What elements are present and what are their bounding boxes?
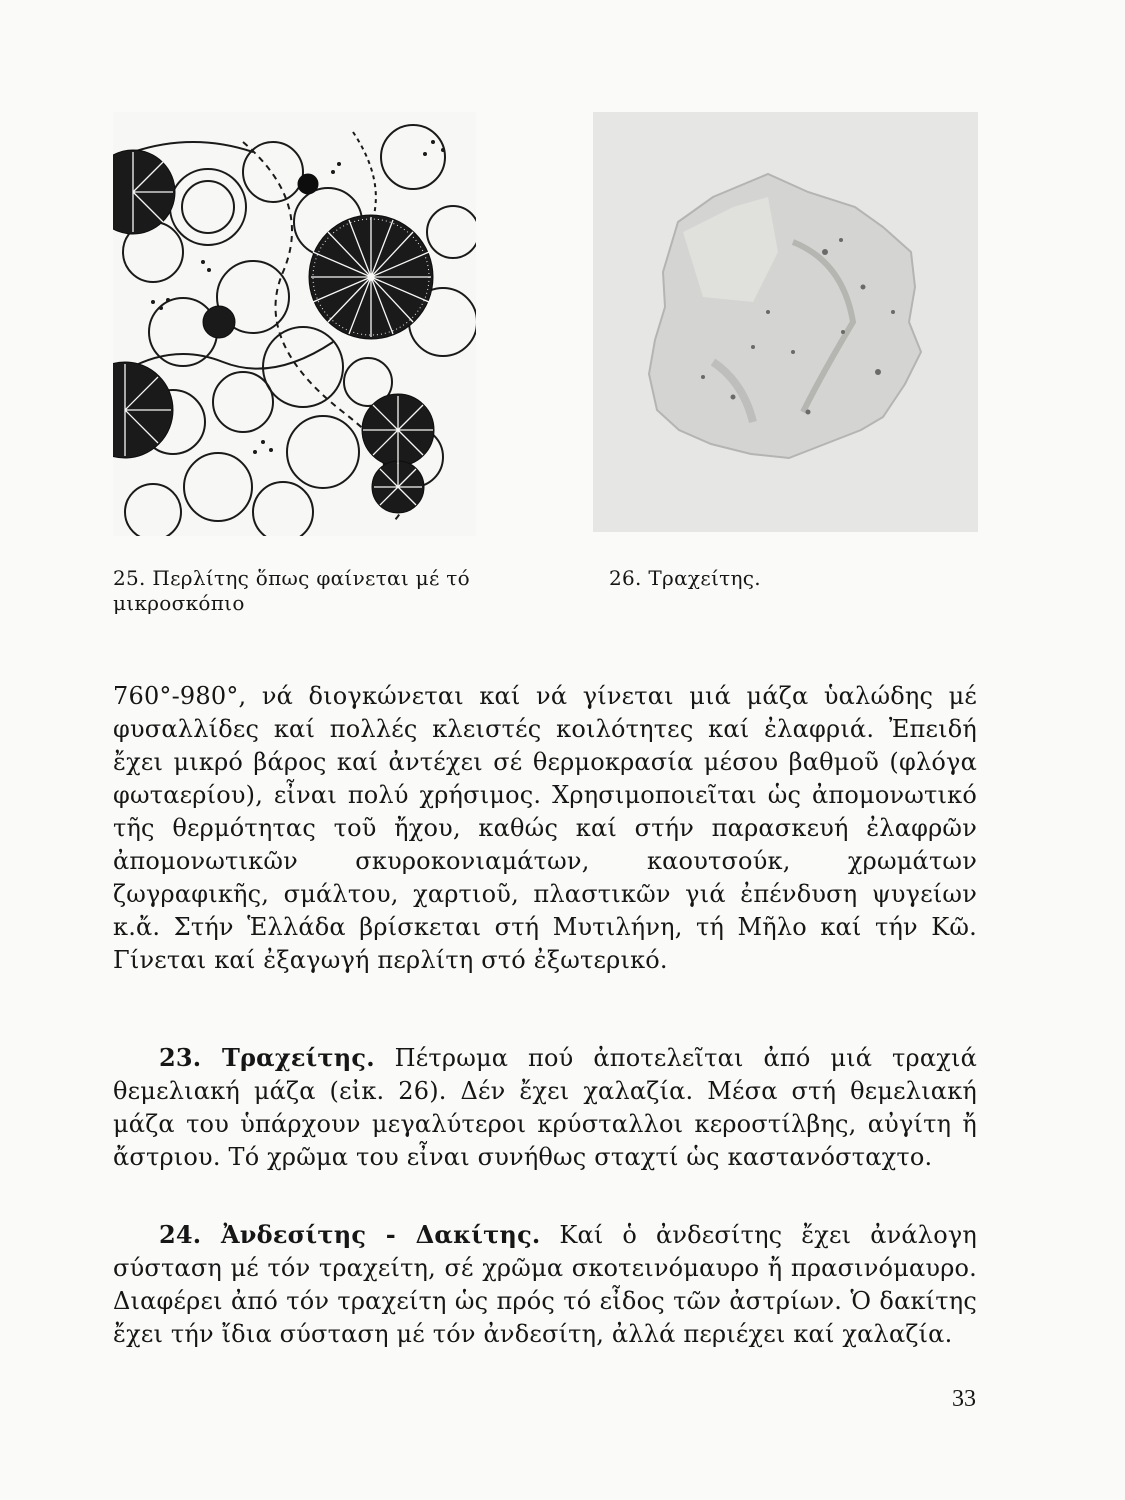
figure-25-caption (113, 566, 533, 616)
figure-26-number: 26. (609, 566, 642, 590)
perlite-paragraph (113, 680, 977, 977)
andesite-dacite-heading: 24. Ἀνδεσίτης - Δακίτης. (159, 1220, 541, 1249)
trachyte-photo (593, 112, 978, 532)
trachyte-paragraph-text: Πέτρωμα πού ἀποτελεῖται ἀπό μιά τραχιά θεμελιακή μάζα (εἰκ. 26). Δέν ἔχει χαλαζία. Μέσα στή θεμελιακή μάζα του ὑπάρχουν μεγαλύτεροι κρύσταλλοι κεροστίλβης, αὐγίτη ἤ ἄστριου. Τό χρῶμα του εἶναι συνήθως σταχτί ὡς καστανόσταχτο. (113, 1044, 977, 1171)
perlite-illustration (113, 112, 476, 536)
trachyte-heading: 23. Τραχείτης. (159, 1043, 375, 1072)
trachyte-paragraph (113, 1041, 977, 1174)
trachyte-image (593, 112, 978, 532)
spherulites (113, 150, 434, 513)
figure-26-text: Τραχείτης. (648, 566, 761, 590)
figure-26-caption (609, 566, 909, 591)
figure-25-text: Περλίτης ὅπως φαίνεται μέ τό μικροσκόπιο (113, 566, 470, 615)
perlite-microscope-drawing (113, 112, 476, 536)
andesite-dacite-paragraph (113, 1218, 977, 1351)
figure-25-number: 25. (113, 566, 146, 590)
page-number: 33 (952, 1386, 976, 1412)
andesite-dacite-paragraph-text: Καί ὁ ἀνδεσίτης ἔχει ἀνάλογη σύσταση μέ τόν τραχείτη, σέ χρῶμα σκοτεινόμαυρο ἤ πρασινόμαυρο. Διαφέρει ἀπό τόν τραχείτη ὡς πρός τό εἶδος τῶν ἀστρίων. Ὁ δακίτης ἔχει τήν ἴδια σύσταση μέ τόν ἀνδεσίτη, ἀλλά περιέχει καί χαλαζία. (113, 1221, 977, 1348)
perlite-paragraph-text: 760°-980°, νά διογκώνεται καί νά γίνεται μιά μάζα ὑαλώδης μέ φυσαλλίδες καί πολλές κλειστές κοιλότητες καί ἐλαφριά. Ἐπειδή ἔχει μικρό βάρος καί ἀντέχει σέ θερμοκρασία μέσου βαθμοῦ (φλόγα φωταερίου), εἶναι πολύ χρήσιμος. Χρησιμοποιεῖται ὡς ἀπομονωτικό τῆς θερμότητας τοῦ ἤχου, καθώς καί στήν παρασκευή ἐλαφρῶν ἀπομονωτικῶν σκυροκονιαμάτων, καουτσούκ, χρωμάτων ζωγραφικῆς, σμάλτου, χαρτιοῦ, πλαστικῶν γιά ἐπένδυση ψυγείων κ.ἄ. Στήν Ἑλλάδα βρίσκεται στή Μυτιλήνη, τή Μῆλο καί τήν Κῶ. Γίνεται καί ἐξαγωγή περλίτη στό ἐξωτερικό. (113, 682, 977, 974)
